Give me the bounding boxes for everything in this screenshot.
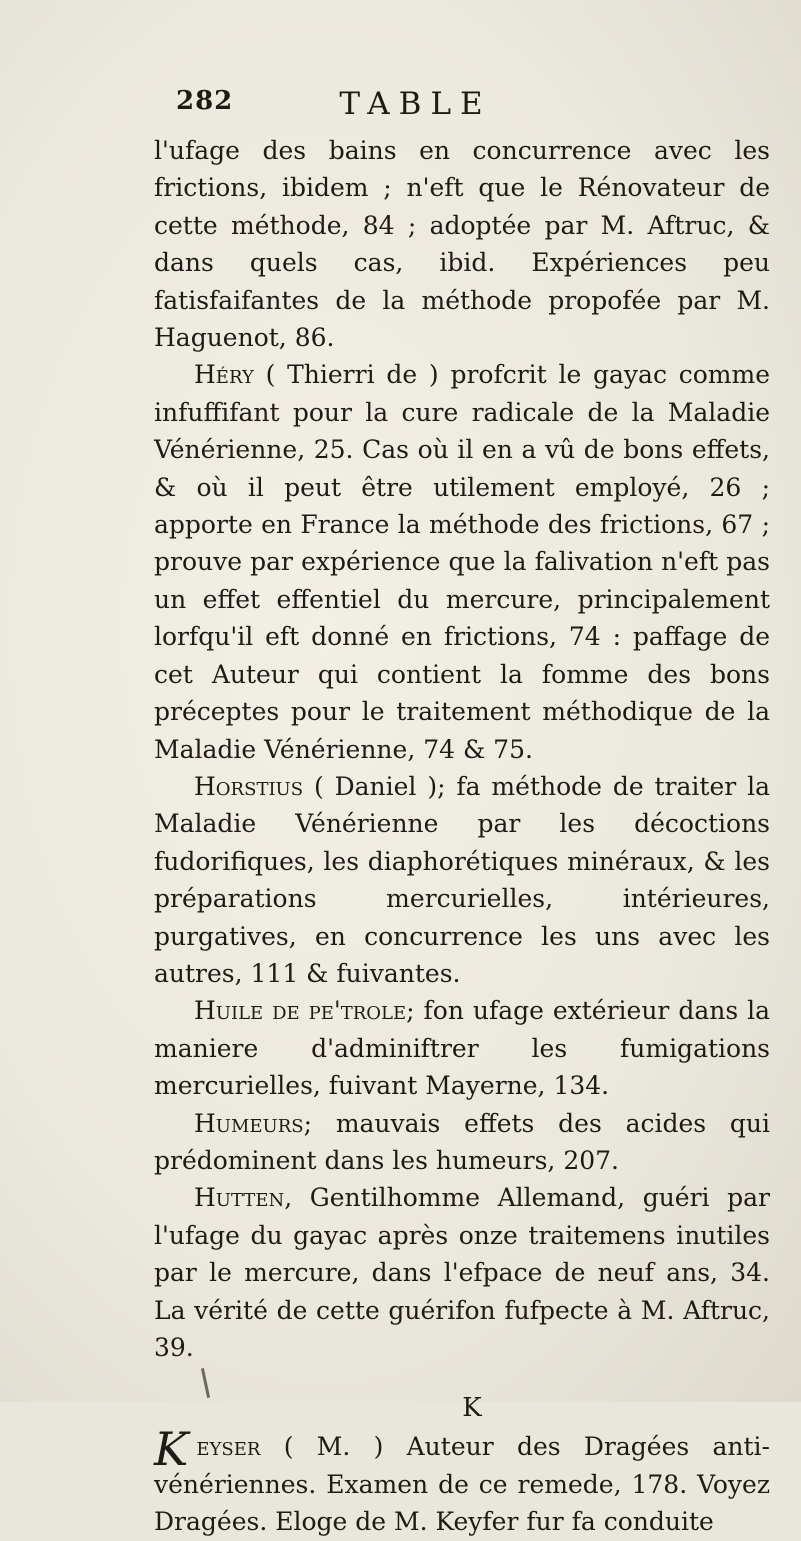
page-number: 282 (176, 86, 234, 116)
entry-headword: Hutten (194, 1183, 285, 1213)
entry-text: ( M. ) Auteur des Dragées anti-vénériennes. Examen de ce remede, 178. Voyez Dragées. Eloge de M. Keyfer fur fa conduite (154, 1432, 770, 1537)
entry-text: , Gentilhomme Allemand, guéri par l'ufage du gayac après onze traitemens inutiles par le mercure, dans l'efpace de neuf ans, 34. La vérité de cette guérifon fufpecte à M. Aftruc, 39. (154, 1183, 770, 1362)
entry-text: ( Daniel ); fa méthode de traiter la Maladie Vénérienne par les décoctions fudorifiques, les diaphorétiques minéraux, & les préparations mercurielles, intérieures, purgatives, en concurrence les uns avec les autres, 111 & fuivantes. (154, 771, 770, 988)
drop-cap: K (154, 1422, 189, 1477)
entry-hery (154, 356, 770, 767)
page-header (0, 86, 801, 126)
entry-keyser (154, 1422, 770, 1540)
entry-headword: eyser (196, 1432, 261, 1462)
section-letter-heading: K (462, 1393, 482, 1424)
entry-headword: Huile de pe'trole (194, 996, 407, 1026)
entry-text: l'ufage des bains en concurrence avec les frictions, ibidem ; n'eft que le Rénovateur de cette méthode, 84 ; adoptée par M. Aftruc, & dans quels cas, ibid. Expériences peu fatisfaifantes de la méthode propofée par M. Haguenot, 86. (154, 136, 770, 353)
entry-headword: Horstius (194, 771, 304, 801)
entry-headword: Humeurs (194, 1108, 304, 1138)
index-text (154, 132, 770, 1541)
running-title: TABLE (339, 86, 492, 122)
entry-text: ( Thierri de ) profcrit le gayac comme infuffifant pour la cure radicale de la Maladie Vénérienne, 25. Cas où il en a vû de bons effets, & où il peut être utilement employé, 26 ; apporte en France la méthode des frictions, 67 ; prouve par expérience que la falivation n'eft pas un effet effentiel du mercure, principalement lorfqu'il eft donné en frictions, 74 : paffage de cet Auteur qui contient la fomme des bons préceptes pour le traitement méthodique de la Maladie Vénérienne, 74 & 75. (154, 360, 770, 764)
entry-humeurs (154, 1105, 770, 1180)
entry-text: ; fon ufage extérieur dans la maniere d'adminiftrer les fumigations mercurielles, fuivant Mayerne, 134. (154, 996, 770, 1101)
entry-text: ; mauvais effets des acides qui prédominent dans les humeurs, 207. (154, 1108, 770, 1175)
entry-horstius (154, 768, 770, 992)
entry-headword: Héry (194, 360, 254, 390)
entry-hutten (154, 1179, 770, 1366)
entry-huile (154, 992, 770, 1104)
entry-continuation (154, 132, 770, 356)
